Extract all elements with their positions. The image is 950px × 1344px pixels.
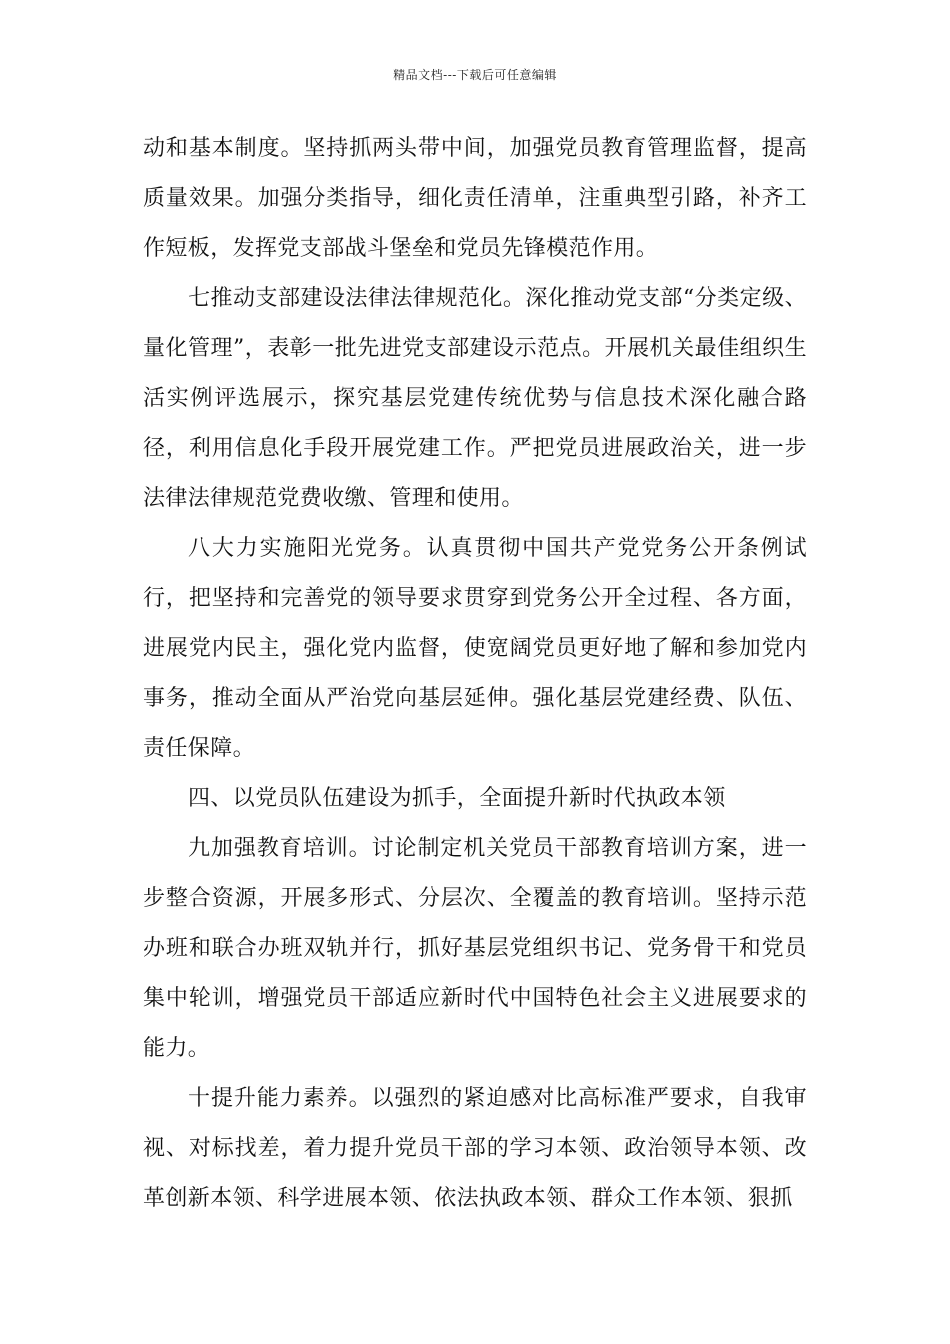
paragraph-1: 动和基本制度。坚持抓两头带中间，加强党员教育管理监督，提高质量效果。加强分类指导，细化责任清单，注重典型引路，补齐工作短板，发挥党支部战斗堡垒和党员先锋模范作用。 (143, 136, 807, 261)
paragraph-3: 八大力实施阳光党务。认真贯彻中国共产党党务公开条例试行，把坚持和完善党的领导要求贯穿到党务公开全过程、各方面，进展党内民主，强化党内监督，使宽阔党员更好地了解和参加党内事务，推动全面从严治党向基层延伸。强化基层党建经费、队伍、责任保障。 (143, 536, 807, 761)
paragraph-4: 九加强教育培训。讨论制定机关党员干部教育培训方案，进一步整合资源，开展多形式、分层次、全覆盖的教育培训。坚持示范办班和联合办班双轨并行，抓好基层党组织书记、党务骨干和党员集中轮训，增强党员干部适应新时代中国特色社会主义进展要求的能力。 (143, 836, 807, 1061)
paragraph-5: 十提升能力素养。以强烈的紧迫感对比高标准严要求，自我审视、对标找差，着力提升党员干部的学习本领、政治领导本领、改革创新本领、科学进展本领、依法执政本领、群众工作本领、狠抓 (143, 1086, 807, 1211)
page-header: 精品文档---下载后可任意编辑 (393, 68, 557, 82)
paragraph-2: 七推动支部建设法律法律规范化。深化推动党支部“分类定级、量化管理”，表彰一批先进党支部建设示范点。开展机关最佳组织生活实例评选展示，探究基层党建传统优势与信息技术深化融合路径，利用信息化手段开展党建工作。严把党员进展政治关，进一步法律法律规范党费收缴、管理和使用。 (143, 286, 807, 511)
document-body (143, 124, 807, 1224)
section-heading: 四、以党员队伍建设为抓手，全面提升新时代执政本领 (188, 786, 726, 811)
